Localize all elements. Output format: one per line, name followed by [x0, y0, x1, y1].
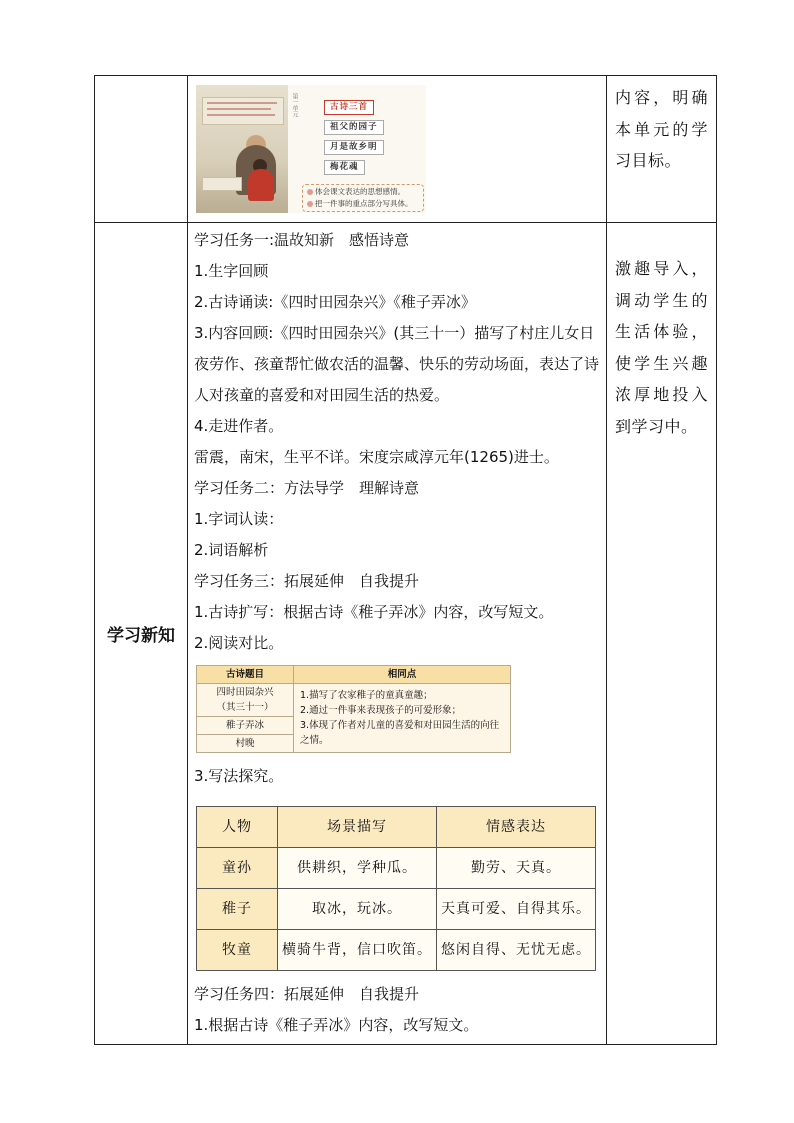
goal-item: 体会课文表达的思想感情。	[315, 187, 405, 196]
row1-note-cell	[607, 76, 717, 223]
row1-label-cell	[95, 76, 188, 223]
content-paragraph: 3.内容回顾:《四时田园杂兴》(其三十一）描写了村庄儿女日夜劳作、孩童帮忙做农活的温馨、快乐的劳动场面，表达了诗人对孩童的喜爱和对田园生活的热爱。	[194, 324, 600, 404]
content-line: 4.走进作者。	[194, 417, 284, 435]
same-points-cell	[294, 684, 511, 753]
emotion-cell: 勤劳、天真。	[437, 848, 596, 889]
task-heading: 学习任务一:温故知新 感悟诗意	[194, 231, 410, 249]
content-line: 1.根据古诗《稚子弄冰》内容，改写短文。	[194, 1016, 479, 1034]
character-cell: 牧童	[197, 930, 278, 971]
task-heading: 学习任务三：拓展延伸 自我提升	[194, 572, 420, 590]
goal-item: 把一件事的重点部分写具体。	[315, 199, 413, 208]
lesson-item: 古诗三首	[324, 100, 374, 115]
slide-unit-mark: 第一单元	[291, 93, 298, 117]
slide-text-box	[202, 97, 284, 125]
content-line: 雷震，南宋，生平不详。宋度宗咸淳元年(1265)进士。	[194, 448, 559, 466]
writing-header: 场景描写	[278, 807, 437, 848]
row2-note-text: 激趣导入，调动学生的生活体验，使学生兴趣浓厚地投入到学习中。	[615, 259, 708, 436]
poem-title-cell: 村晚	[197, 735, 294, 753]
task-heading: 学习任务二：方法导学 理解诗意	[194, 479, 420, 497]
content-line: 2.古诗诵读:《四时田园杂兴》《稚子弄冰》	[194, 293, 476, 311]
poem-title-cell: 四时田园杂兴 （其三十一）	[197, 684, 294, 717]
content-line: 2.阅读对比。	[194, 634, 284, 652]
content-line: 1.字词认读：	[194, 510, 284, 528]
row1-note-text: 内容，明确本单元的学习目标。	[615, 88, 708, 170]
section-label: 学习新知	[95, 223, 188, 1045]
scene-cell: 取冰，玩冰。	[278, 889, 437, 930]
poem-comparison-table	[196, 665, 511, 753]
lesson-item: 梅花魂	[324, 160, 365, 175]
lesson-item: 祖父的园子	[324, 120, 384, 135]
lesson-item: 月是故乡明	[324, 140, 384, 155]
content-line: 1.生字回顾	[194, 262, 269, 280]
same-point: 3.体现了作者对儿童的喜爱和对田园生活的向往之情。	[300, 720, 500, 746]
row2-note-cell	[607, 223, 717, 1045]
content-line: 1.古诗扩写：根据古诗《稚子弄冰》内容，改写短文。	[194, 603, 554, 621]
same-point: 1.描写了农家稚子的童真童趣；	[300, 690, 433, 701]
lesson-plan-table	[94, 75, 717, 1045]
slide-note-box	[202, 177, 242, 191]
scene-cell: 横骑牛背，信口吹笛。	[278, 930, 437, 971]
character-cell: 稚子	[197, 889, 278, 930]
slide-illustration	[196, 85, 288, 213]
scene-cell: 供耕织，学种瓜。	[278, 848, 437, 889]
emotion-cell: 天真可爱、自得其乐。	[437, 889, 596, 930]
poem-title-cell: 稚子弄冰	[197, 717, 294, 735]
content-line: 3.写法探究。	[194, 767, 284, 785]
comparison-header: 相同点	[294, 666, 511, 684]
row1-content-cell	[188, 76, 607, 223]
writing-header: 人物	[197, 807, 278, 848]
emotion-cell: 悠闲自得、无忧无虑。	[437, 930, 596, 971]
writing-method-table	[196, 806, 596, 971]
character-cell: 童孙	[197, 848, 278, 889]
unit-slide-image	[196, 85, 426, 213]
unit-goals-box	[302, 184, 424, 212]
writing-header: 情感表达	[437, 807, 596, 848]
content-line: 2.词语解析	[194, 541, 269, 559]
comparison-header: 古诗题目	[197, 666, 294, 684]
task-heading: 学习任务四：拓展延伸 自我提升	[194, 985, 420, 1003]
row2-content-cell	[188, 223, 607, 1045]
same-point: 2.通过一件事来表现孩子的可爱形象；	[300, 705, 462, 716]
